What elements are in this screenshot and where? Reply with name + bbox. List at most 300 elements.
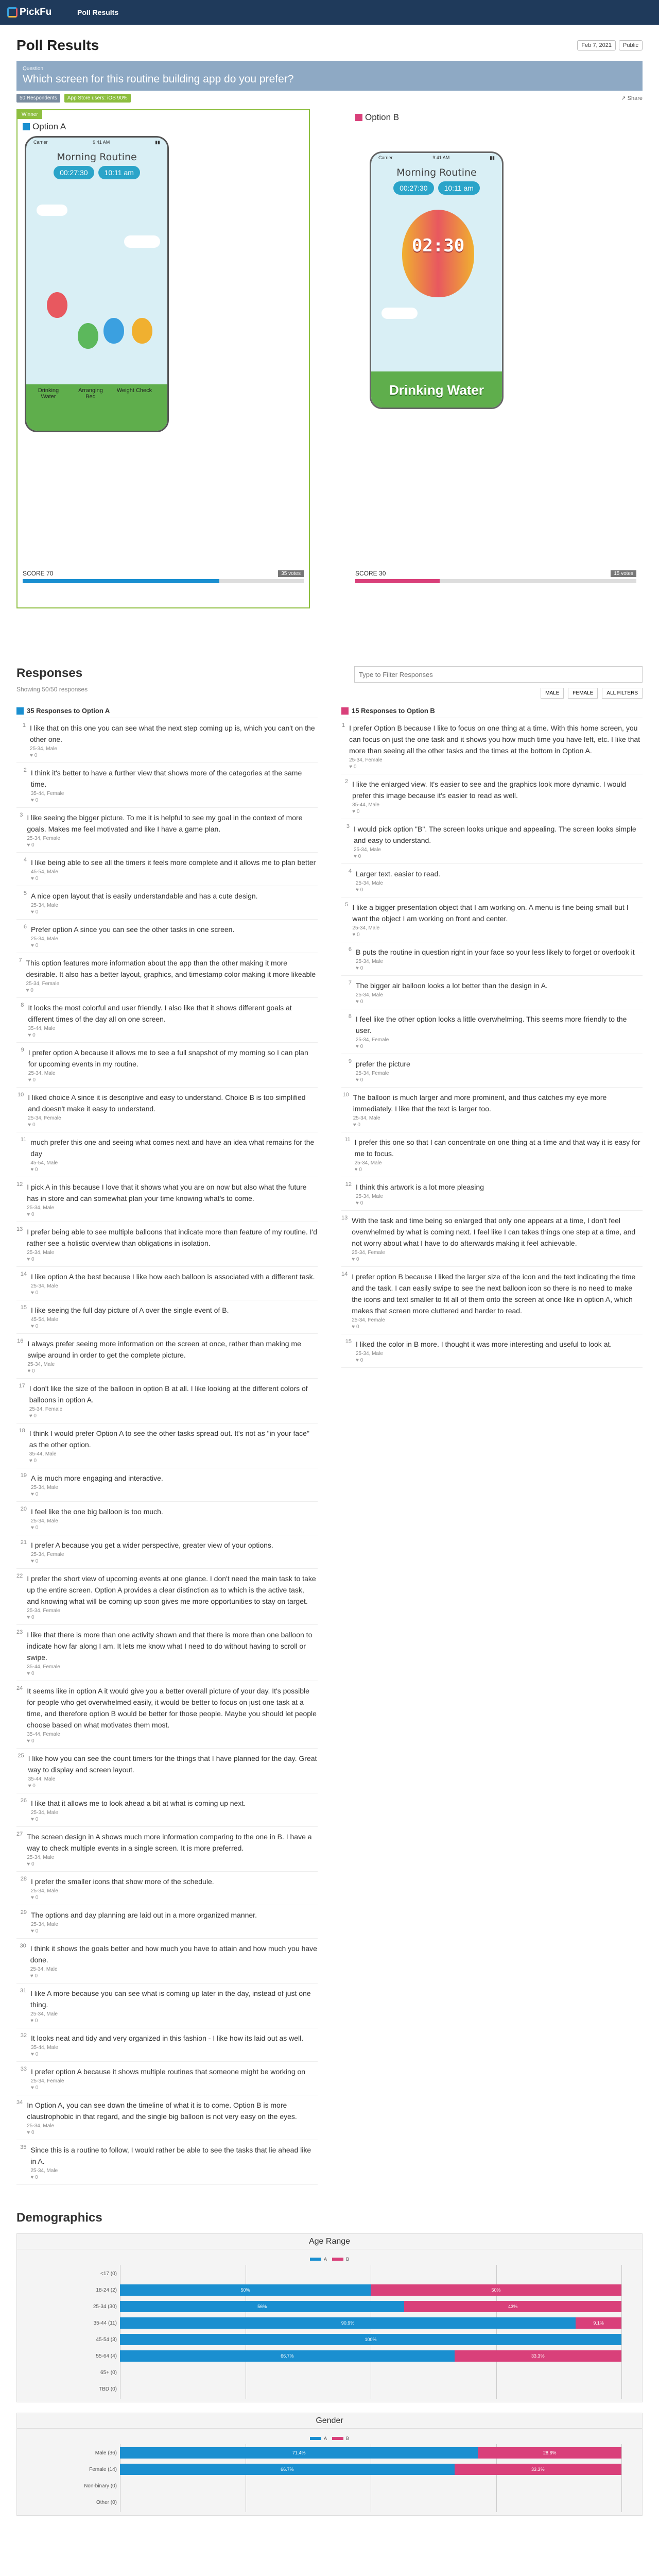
bar-segment-a: 66.7% — [120, 2464, 455, 2475]
like-button[interactable]: ♥ 0 — [349, 764, 357, 770]
bar-segment-a: 50% — [120, 2284, 371, 2296]
like-button[interactable]: ♥ 0 — [354, 1167, 362, 1173]
response-item — [16, 1468, 318, 1502]
score-value: 30 — [379, 570, 386, 577]
option-b-swatch — [355, 114, 362, 121]
response-text: I like seeing the bigger picture. To me it is helpful to see my goal in the context of more goals. Makes me feel motivated and like I have a game plan. — [27, 814, 303, 833]
bar-segment-b: 50% — [371, 2284, 621, 2296]
like-button[interactable]: ♥ 0 — [353, 854, 361, 859]
response-number: 24 — [16, 1685, 23, 1691]
chart-row — [100, 2366, 621, 2380]
cloud-shape — [124, 235, 160, 248]
balloon-shape — [103, 318, 124, 344]
response-body — [29, 1383, 318, 1419]
respondents-tag: 50 Respondents — [16, 94, 60, 103]
response-item — [16, 1334, 318, 1379]
score-label: SCORE — [23, 570, 45, 577]
response-number: 4 — [348, 868, 352, 874]
respondent-meta: 25-34, Female — [26, 981, 60, 987]
legend-swatch — [332, 2258, 343, 2261]
bar-segment-b: 28.6% — [478, 2447, 621, 2459]
respondent-meta: 25-34, Female — [31, 1552, 64, 1557]
response-text: I think this artwork is a lot more pleasing — [356, 1183, 484, 1191]
option-b-responses — [341, 707, 643, 2185]
like-button[interactable]: ♥ 0 — [31, 1817, 39, 1822]
like-button[interactable]: ♥ 0 — [28, 1077, 36, 1083]
respondent-meta: 25-34, Male — [356, 1194, 383, 1199]
response-number: 20 — [20, 1506, 27, 1512]
response-number: 6 — [348, 946, 352, 953]
like-button[interactable]: ♥ 0 — [29, 1458, 37, 1464]
response-number: 13 — [16, 1226, 23, 1232]
row-label: 55-64 (4) — [96, 2353, 117, 2359]
like-button[interactable]: ♥ 0 — [26, 988, 33, 993]
response-text: I would pick option "B". The screen looks unique and appealing. The screen looks simple and easy to understand. — [353, 825, 636, 844]
response-text: I prefer this one so that I can concentrate on one thing at a time and that way it is easy for me to focus. — [354, 1138, 640, 1158]
like-button[interactable]: ♥ 0 — [30, 1973, 38, 1979]
response-number: 8 — [348, 1013, 352, 1020]
like-button[interactable]: ♥ 0 — [356, 1200, 363, 1206]
response-body — [31, 1798, 246, 1822]
response-number: 1 — [22, 722, 26, 728]
response-body — [30, 722, 318, 758]
responses-count: Showing 50/50 responses — [16, 686, 88, 693]
gender-chart — [16, 2413, 643, 2516]
response-item — [16, 2095, 318, 2140]
respondent-meta: 25-34, Male — [356, 992, 383, 998]
response-item — [341, 1054, 643, 1088]
responses-title: Responses — [16, 666, 83, 680]
response-text: I always prefer seeing more information on the screen at once, rather than making me swipe around in order to get the complete picture. — [27, 1340, 301, 1359]
respondent-meta: 25-34, Male — [31, 1283, 58, 1289]
bar-segment-b: 33.3% — [455, 2464, 621, 2475]
response-item — [341, 819, 643, 864]
response-item — [341, 1334, 643, 1368]
response-body — [356, 980, 548, 1005]
response-body — [31, 2032, 303, 2057]
response-item — [16, 1535, 318, 1569]
like-button[interactable]: ♥ 0 — [352, 809, 360, 815]
response-text: I prefer option B because I liked the larger size of the icon and the text indicating the time and the task. I can easily swipe to see the next balloon icon so there is no need to make the icons and text smaller to fit all of them onto the screen at once like in option A, which makes that screen more cluttered and harder to read. — [352, 1273, 636, 1315]
response-item — [341, 1211, 643, 1267]
respondent-meta: 25-34, Male — [27, 1205, 55, 1211]
respondent-meta: 35-44, Male — [29, 1451, 57, 1457]
respondent-meta: 25-34, Female — [352, 1250, 385, 1256]
response-number: 9 — [348, 1058, 352, 1064]
response-item — [341, 864, 643, 897]
like-button[interactable]: ♥ 0 — [27, 1671, 34, 1676]
like-button[interactable]: ♥ 0 — [29, 1413, 37, 1419]
response-number: 15 — [20, 1304, 27, 1311]
response-number: 14 — [341, 1271, 348, 1277]
response-text: A is much more engaging and interactive. — [31, 1474, 163, 1482]
like-button[interactable]: ♥ 0 — [31, 1492, 39, 1497]
response-body — [356, 1013, 643, 1049]
response-body — [27, 1226, 318, 1262]
balloon-shape — [47, 292, 67, 318]
response-number: 1 — [341, 722, 345, 728]
column-title: 15 Responses to Option B — [352, 707, 435, 715]
response-text: It looks neat and tidy and very organized in this fashion - I like how its laid out as well. — [31, 2034, 304, 2042]
like-button[interactable]: ♥ 0 — [356, 1358, 363, 1363]
male-filter-button[interactable]: MALE — [541, 688, 564, 699]
response-body — [27, 1338, 318, 1374]
respondent-meta: 35-44, Female — [30, 791, 64, 796]
like-button[interactable]: ♥ 0 — [352, 1257, 359, 1262]
page-title: Poll Results — [16, 37, 99, 53]
phone-title: Morning Routine — [396, 167, 477, 178]
like-button[interactable]: ♥ 0 — [27, 1212, 34, 1217]
legend-label: A — [323, 2257, 327, 2262]
option-b-card[interactable] — [349, 109, 643, 608]
logo-icon — [7, 7, 18, 18]
respondent-meta: 25-34, Male — [356, 880, 383, 886]
row-label: 65+ (0) — [100, 2370, 117, 2376]
option-a-card[interactable] — [16, 109, 310, 608]
brand-name: PickFu — [20, 7, 52, 18]
balloon-label: Drinking Water — [38, 387, 59, 400]
chart-row — [93, 2316, 621, 2331]
response-body — [354, 823, 643, 859]
question-text: Which screen for this routine building app do you prefer? — [23, 73, 294, 85]
response-body — [352, 902, 643, 938]
like-button[interactable]: ♥ 0 — [352, 932, 360, 938]
like-button[interactable]: ♥ 0 — [31, 2085, 39, 2091]
response-body — [31, 1472, 163, 1497]
respondent-meta: 25-34, Female — [28, 1115, 61, 1121]
like-button[interactable]: ♥ 0 — [28, 1032, 36, 1038]
response-number: 3 — [20, 812, 23, 818]
respondent-meta: 35-44, Male — [31, 2045, 58, 2050]
respondent-meta: 25-34, Male — [353, 847, 381, 853]
option-a-swatch — [16, 707, 24, 715]
balloon-shape — [132, 318, 152, 344]
all-filters-button[interactable]: ALL FILTERS — [602, 688, 643, 699]
response-body — [27, 1573, 318, 1620]
response-text: I like being able to see all the timers it feels more complete and it allows me to plan better — [31, 858, 316, 867]
response-text: I don't like the size of the balloon in option B at all. I like looking at the different colors of balloons in option A. — [29, 1384, 308, 1404]
respondent-meta: 25-34, Female — [27, 836, 60, 841]
respondent-meta: 25-34, Male — [354, 1160, 382, 1166]
response-item — [16, 2028, 318, 2062]
response-text: I prefer option A because it shows multiple routines that someone might be working on — [31, 2067, 306, 2076]
legend-label: B — [346, 2257, 350, 2262]
like-button[interactable]: ♥ 0 — [356, 887, 363, 893]
response-body — [356, 1181, 484, 1206]
response-filter-input[interactable] — [354, 666, 643, 683]
response-text: A nice open layout that is easily understandable and has a cute design. — [31, 892, 258, 900]
bar-segment-b: 43% — [404, 2301, 621, 2312]
battery-icon: ▮▮ — [155, 140, 160, 145]
response-body — [30, 1988, 318, 2024]
female-filter-button[interactable]: FEMALE — [568, 688, 598, 699]
response-number: 6 — [23, 924, 27, 930]
response-body — [31, 1909, 257, 1934]
response-text: I prefer Option B because I like to focus on one thing at a time. With this home screen, you can focus on just the one task and it shows you how much time you have left, etc. I like that more than seeing all the other tasks and the times at the bottom in Option A. — [349, 724, 640, 755]
response-body — [27, 1181, 318, 1217]
respondent-meta: 45-54, Male — [31, 1317, 58, 1323]
response-item — [16, 1569, 318, 1625]
response-body — [31, 1876, 214, 1901]
response-text: I liked choice A since it is descriptive and easy to understand. Choice B is too simplified and doesn't make it easy to understand. — [28, 1093, 306, 1113]
response-text: much prefer this one and seeing what comes next and have an idea what remains for the day — [30, 1138, 315, 1158]
response-number: 21 — [20, 1539, 27, 1546]
legend-a — [310, 2436, 327, 2441]
like-button[interactable]: ♥ 0 — [31, 1290, 39, 1296]
option-b-label: Option B — [365, 112, 400, 122]
like-button[interactable]: ♥ 0 — [31, 1324, 39, 1329]
legend-b — [332, 2436, 349, 2441]
response-text: prefer the picture — [356, 1060, 410, 1068]
response-item — [16, 808, 318, 853]
like-button[interactable]: ♥ 0 — [31, 2052, 39, 2057]
respondent-meta: 25-34, Female — [356, 1071, 389, 1076]
row-label: 45-54 (3) — [96, 2337, 117, 2343]
response-number: 2 — [23, 767, 27, 773]
chart-row — [96, 2496, 621, 2510]
score-bar-fill — [355, 579, 440, 583]
response-item — [16, 1872, 318, 1905]
bar-segment-a: 100% — [120, 2334, 621, 2345]
response-item — [16, 1827, 318, 1872]
respondent-meta: 25-34, Male — [31, 1485, 58, 1490]
response-text: Larger text. easier to read. — [356, 870, 441, 878]
respondent-meta: 25-34, Female — [29, 1406, 63, 1412]
response-text: I prefer A because you get a wider perspective, greater view of your options. — [31, 1541, 273, 1549]
like-button[interactable]: ♥ 0 — [31, 1928, 39, 1934]
like-button[interactable]: ♥ 0 — [27, 1257, 34, 1262]
balloon-shape — [78, 323, 98, 349]
pickfu-logo[interactable] — [7, 7, 64, 18]
response-number: 12 — [345, 1181, 352, 1188]
option-a-screenshot[interactable] — [25, 136, 169, 432]
response-text: The screen design in A shows much more information comparing to the one in B. I have a way to check multiple events in a single screen. It is more preferred. — [27, 1833, 312, 1852]
response-body — [356, 1338, 612, 1363]
like-button[interactable]: ♥ 0 — [28, 1122, 36, 1128]
like-button[interactable]: ♥ 0 — [27, 842, 34, 848]
response-text: I prefer option A because it allows me to see a full snapshot of my morning so I can plan for upcoming events in my routine. — [28, 1048, 308, 1068]
share-link[interactable]: ↗ Share — [621, 95, 643, 101]
response-item — [16, 1267, 318, 1300]
respondent-meta: 25-34, Male — [27, 1855, 55, 1860]
response-text: I feel like the other option looks a little overwhelming. This seems more friendly to the user. — [355, 1015, 627, 1035]
like-button[interactable]: ♥ 0 — [30, 2175, 38, 2180]
response-item — [16, 763, 318, 808]
chart-row — [100, 2267, 621, 2281]
chart-row — [96, 2333, 621, 2347]
response-text: The options and day planning are laid out in a more organized manner. — [31, 1911, 257, 1919]
response-text: Prefer option A since you can see the other tasks in one screen. — [31, 925, 235, 934]
response-text: I think I would prefer Option A to see the other tasks spread out. It's not as "in your face" as the other option. — [29, 1429, 309, 1449]
option-a-responses — [16, 707, 318, 2185]
response-text: I think it shows the goals better and how much you have to attain and how much you have done. — [30, 1944, 317, 1964]
like-button[interactable]: ♥ 0 — [355, 1044, 363, 1049]
response-body — [29, 1428, 318, 1464]
response-number: 4 — [23, 857, 27, 863]
like-button[interactable]: ♥ 0 — [31, 943, 39, 948]
like-button[interactable]: ♥ 0 — [31, 1558, 39, 1564]
score-bar — [23, 579, 304, 583]
timer-pill: 00:27:30 — [54, 166, 94, 179]
response-text: I liked the color in B more. I thought it was more interesting and useful to look at. — [356, 1340, 612, 1348]
chart-row — [96, 2349, 621, 2364]
respondent-meta: 25-34, Female — [352, 1317, 385, 1323]
response-body — [31, 1271, 315, 1296]
cloud-shape — [37, 205, 67, 216]
respondent-meta: 35-44, Female — [27, 1664, 60, 1670]
visibility-badge[interactable]: Public — [619, 40, 643, 50]
respondent-meta: 35-44, Male — [28, 1776, 56, 1782]
like-button[interactable]: ♥ 0 — [30, 2018, 38, 2024]
response-text: I like how you can see the count timers for the things that I have planned for the day. Great way to display and screen layout. — [28, 1754, 317, 1774]
response-body — [356, 868, 440, 893]
response-body — [31, 924, 234, 948]
response-item — [16, 1749, 318, 1793]
response-text: I feel like the one big balloon is too much. — [31, 1507, 163, 1516]
like-button[interactable]: ♥ 0 — [28, 1783, 36, 1789]
response-number: 22 — [16, 1573, 23, 1579]
response-text: I like that there is more than one activity shown and that there is more than one balloon to indicate how far along I am. It lets me know what I need to do without having to scroll or swipe. — [27, 1631, 313, 1662]
column-title: 35 Responses to Option A — [27, 707, 110, 715]
response-body — [28, 1092, 318, 1128]
response-number: 23 — [16, 1629, 23, 1635]
like-button[interactable]: ♥ 0 — [31, 1525, 39, 1531]
response-body — [27, 1629, 318, 1676]
phone-carrier: Carrier — [378, 155, 393, 160]
timer-pill: 00:27:30 — [393, 181, 434, 195]
option-b-screenshot[interactable] — [370, 151, 504, 409]
respondent-meta: 25-34, Male — [31, 936, 58, 942]
response-number: 17 — [19, 1383, 25, 1389]
like-button[interactable]: ♥ 0 — [27, 1615, 34, 1620]
response-item — [341, 1132, 643, 1177]
response-body — [352, 1271, 643, 1330]
response-item — [16, 1222, 318, 1267]
battery-icon: ▮▮ — [490, 155, 495, 160]
response-text: In Option A, you can see down the timeline of what it is to come. Option B is more claustrophobic in that regard, and the single big balloon is not very easy on the eyes. — [27, 2101, 297, 2121]
respondent-meta: 35-44, Male — [352, 802, 379, 808]
response-body — [27, 2099, 318, 2136]
like-button[interactable]: ♥ 0 — [30, 753, 38, 758]
response-number: 32 — [20, 2032, 27, 2039]
response-item — [341, 1267, 643, 1334]
respondent-meta: 25-34, Male — [31, 1518, 58, 1524]
response-item — [16, 886, 318, 920]
bar-segment-a: 71.4% — [120, 2447, 478, 2459]
response-body — [353, 1092, 643, 1128]
response-item — [16, 920, 318, 953]
row-label: Non-binary (0) — [84, 2483, 117, 2489]
age-range-chart — [16, 2233, 643, 2402]
response-body — [352, 1215, 643, 1262]
response-item — [16, 1300, 318, 1334]
response-item — [16, 1379, 318, 1423]
respondent-meta: 25-34, Female — [349, 757, 383, 763]
response-text: I like that it allows me to look ahead a bit at what is coming up next. — [31, 1799, 246, 1807]
chart-row — [96, 2283, 621, 2298]
response-body — [26, 957, 318, 993]
response-item — [341, 1088, 643, 1132]
legend-a — [310, 2257, 327, 2262]
response-item — [16, 1793, 318, 1827]
bar-segment-a: 56% — [120, 2301, 404, 2312]
clock-pill: 10:11 am — [98, 166, 140, 179]
response-item — [16, 1625, 318, 1681]
grid-line — [621, 2265, 622, 2399]
response-item — [16, 953, 318, 998]
phone-title: Morning Routine — [57, 151, 137, 163]
like-button[interactable]: ♥ 0 — [353, 1122, 360, 1128]
response-body — [31, 857, 316, 882]
response-text: I like seeing the full day picture of A over the single event of B. — [31, 1306, 229, 1314]
response-body — [27, 1685, 318, 1744]
top-nav-bar — [0, 0, 659, 25]
like-button[interactable]: ♥ 0 — [27, 1738, 34, 1744]
legend-swatch — [332, 2437, 343, 2440]
respondent-meta: 35-44, Female — [27, 1732, 60, 1737]
respondent-meta: 25-34, Male — [30, 2168, 58, 2174]
chart-row — [95, 2446, 621, 2461]
phone-clock: 9:41 AM — [432, 155, 450, 160]
grid-line — [621, 2444, 622, 2512]
legend-swatch — [310, 2258, 321, 2261]
respondent-meta: 25-34, Male — [31, 1810, 58, 1816]
phone-clock: 9:41 AM — [93, 140, 110, 145]
like-button[interactable]: ♥ 0 — [356, 1077, 363, 1083]
row-label: 25-34 (30) — [93, 2304, 117, 2310]
like-button[interactable]: ♥ 0 — [352, 1324, 359, 1330]
question-box — [16, 61, 643, 91]
response-text: With the task and time being so enlarged that only one appears at a time, I don't feel overwhelmed by what is coming next. I feel like I can takes things one step at a time, and not worry about what I have to do afterwards making it feel achievable. — [352, 1216, 636, 1247]
like-button[interactable]: ♥ 0 — [31, 1895, 39, 1901]
response-number: 28 — [20, 1876, 27, 1882]
like-button[interactable]: ♥ 0 — [356, 965, 363, 971]
winner-badge: Winner — [18, 110, 42, 119]
response-number: 31 — [20, 1988, 27, 1994]
like-button[interactable]: ♥ 0 — [27, 2130, 34, 2136]
response-item — [16, 1088, 318, 1132]
response-item — [16, 1502, 318, 1535]
like-button[interactable]: ♥ 0 — [31, 909, 39, 915]
chart-row — [93, 2300, 621, 2314]
like-button[interactable]: ♥ 0 — [27, 1861, 34, 1867]
response-item — [16, 1905, 318, 1939]
option-b-swatch — [341, 707, 349, 715]
like-button[interactable]: ♥ 0 — [27, 1368, 35, 1374]
response-body — [349, 722, 643, 770]
response-text: I like that on this one you can see what the next step coming up is, which you can't on the other one. — [30, 724, 315, 743]
like-button[interactable]: ♥ 0 — [30, 1167, 38, 1173]
phone-carrier: Carrier — [33, 140, 48, 145]
respondent-meta: 25-34, Female — [27, 1608, 60, 1614]
response-text: It seems like in option A it would give you a better overall picture of your day. It's possible for people who get overwhelmed easily, it would be better to focus on just one task at a time, and therefore option B would be better for those people. Maybe you should let people choose based on what motivates them most. — [27, 1687, 317, 1729]
response-item — [16, 1132, 318, 1177]
row-label: <17 (0) — [100, 2271, 117, 2277]
response-text: I like a bigger presentation object that I am working on. A menu is fine being small but I want the object I am working on front and center. — [352, 903, 629, 923]
like-button[interactable]: ♥ 0 — [31, 876, 39, 882]
response-body — [356, 1058, 410, 1083]
response-number: 18 — [19, 1428, 25, 1434]
like-button[interactable]: ♥ 0 — [356, 999, 363, 1005]
response-item — [16, 1423, 318, 1468]
respondent-meta: 25-34, Male — [31, 903, 58, 908]
score-bar — [355, 579, 636, 583]
like-button[interactable]: ♥ 0 — [30, 798, 39, 803]
response-body — [28, 1047, 318, 1083]
response-text: B puts the routine in question right in your face so your less likely to forget or overlook it — [356, 948, 635, 956]
response-item — [16, 2140, 318, 2185]
chart-row — [84, 2479, 621, 2494]
